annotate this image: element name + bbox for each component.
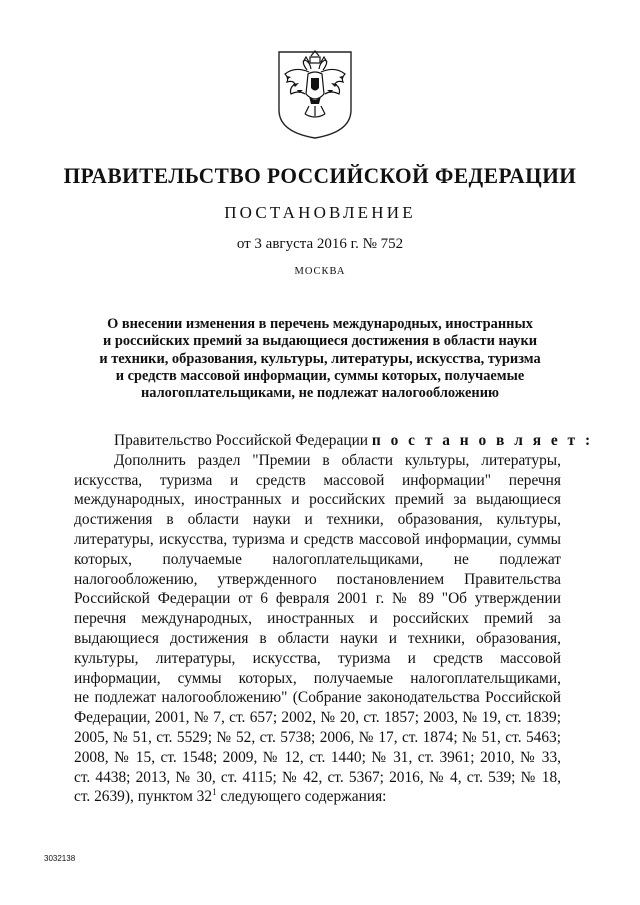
heading-line: налогоплательщиками, не подлежат налогообложению	[140, 385, 499, 402]
document-date-number: от 3 августа 2016 г. № 752	[236, 236, 404, 252]
body-last-line	[74, 787, 561, 807]
body-line: перечня международных, иностранных и российских премий за	[74, 610, 561, 628]
russian-coat-of-arms-icon	[275, 48, 355, 140]
body-line: Дополнить раздел "Премии в области культуры, литературы,	[114, 451, 561, 469]
body-line: достижения в области науки и техники, образования, культуры,	[74, 511, 561, 529]
heading-line: и техники, образования, культуры, литературы, искусства, туризма	[99, 350, 541, 367]
heading-line: и российских премий за выдающиеся достижения в области науки	[102, 333, 538, 350]
government-name: ПРАВИТЕЛЬСТВО РОССИЙСКОЙ ФЕДЕРАЦИИ	[63, 163, 577, 188]
item-superscript: 1	[212, 787, 217, 798]
document-body	[74, 431, 594, 807]
body-line: 2008, № 15, ст. 1548; 2009, № 12, ст. 1440; № 31, ст. 3961; 2010, № 33,	[74, 748, 561, 766]
body-line: выдающиеся достижения в области науки и техники, образования,	[74, 629, 561, 647]
body-last-line-start: ст. 2639), пунктом 32	[74, 788, 213, 806]
body-last-line-end: следующего содержания:	[216, 788, 387, 806]
body-line: международных, иностранных и российских премий за выдающиеся	[74, 491, 561, 509]
body-line: которых, получаемые налогоплательщиками, не подлежат	[74, 550, 561, 568]
body-line: Федерации, 2001, № 7, ст. 657; 2002, № 20, ст. 1857; 2003, № 19, ст. 1839;	[74, 709, 561, 727]
body-line: 2005, № 51, ст. 5529; № 52, ст. 5738; 2006, № 17, ст. 1874; № 51, ст. 5463;	[74, 728, 561, 746]
preamble-text: Правительство Российской Федерации	[114, 432, 369, 449]
body-line: литературы, искусства, туризма и средств массовой информации, суммы	[74, 530, 561, 548]
body-line: Российской Федерации от 6 февраля 2001 г. № 89 "Об утверждении	[74, 590, 561, 608]
preamble-verb: п о с т а н о в л я е т :	[371, 432, 594, 449]
body-line: налогообложению, утвержденного постановлением Правительства	[74, 570, 561, 588]
body-line: культуры, литературы, искусства, туризма и средств массовой	[74, 649, 561, 667]
document-type: ПОСТАНОВЛЕНИЕ	[224, 203, 416, 222]
heading-line: и средств массовой информации, суммы которых, получаемые	[115, 367, 525, 384]
document-heading	[70, 316, 570, 402]
document-code: 3032138	[44, 854, 76, 863]
document-city: МОСКВА	[294, 266, 346, 277]
body-line: информации, суммы которых, получаемые налогоплательщиками,	[74, 669, 561, 687]
heading-line: О внесении изменения в перечень международных, иностранных	[107, 316, 533, 332]
preamble-line	[74, 431, 594, 451]
body-line: не подлежат налогообложению" (Собрание законодательства Российской	[74, 689, 561, 707]
body-line: искусства, туризма и средств массовой информации" перечня	[74, 471, 561, 489]
body-line: ст. 4438; 2013, № 30, ст. 4115; № 42, ст. 5367; 2016, № 4, ст. 539; № 18,	[74, 768, 561, 786]
